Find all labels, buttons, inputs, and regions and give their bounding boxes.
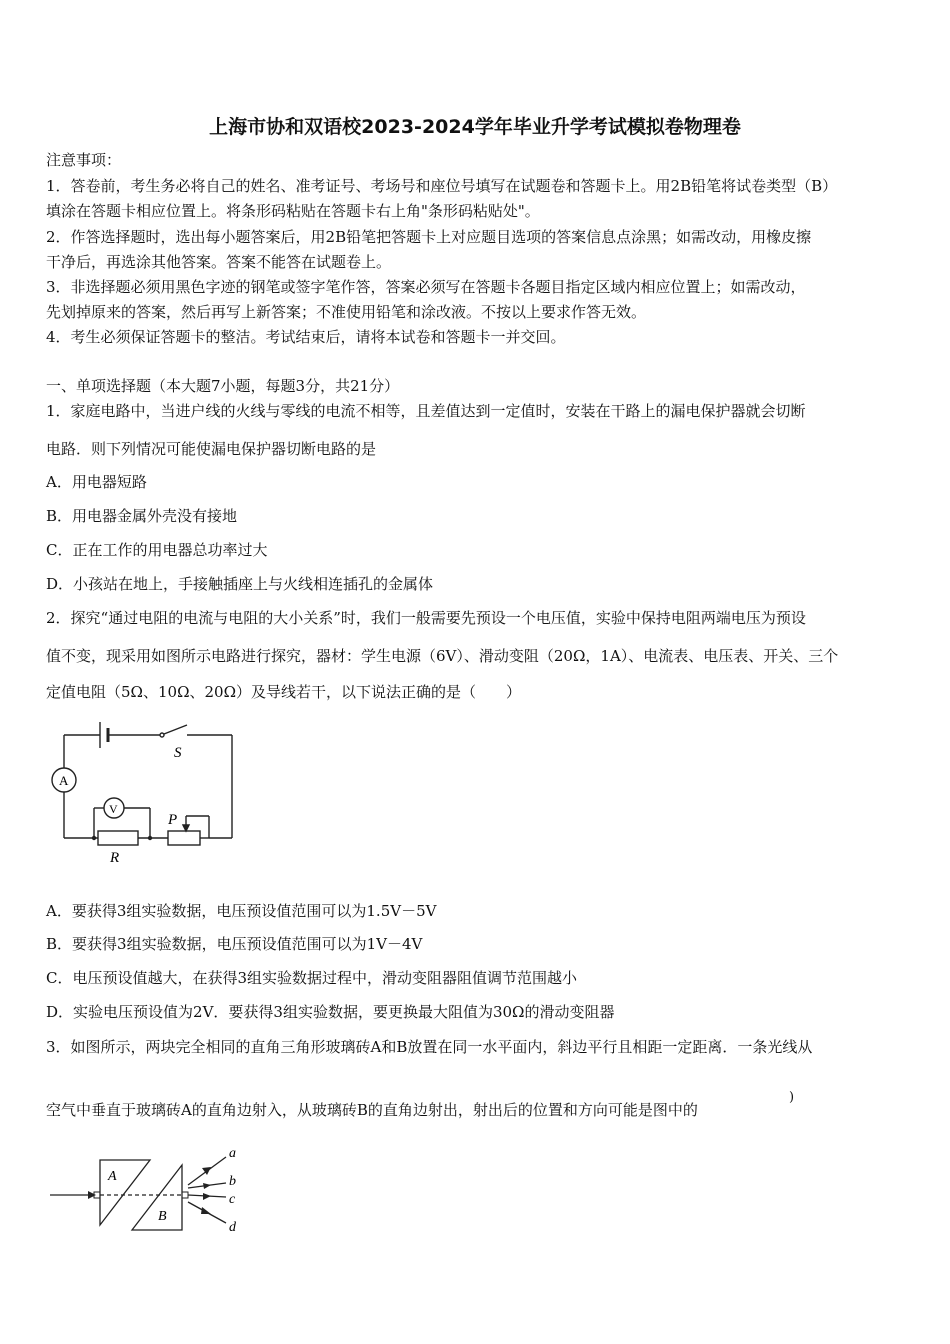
q1-option-c: C．正在工作的用电器总功率过大 — [46, 541, 268, 559]
block-a-label: A — [108, 1169, 117, 1184]
section-heading: 一、单项选择题（本大题7小题，每题3分，共21分） — [46, 377, 400, 395]
voltmeter-label: V — [109, 802, 118, 816]
notice-line: 先划掉原来的答案，然后再写上新答案；不准使用铅笔和涂改液。不按以上要求作答无效。 — [46, 303, 647, 321]
block-b-label: B — [158, 1209, 167, 1224]
fixed-resistor — [98, 831, 138, 845]
ray-a-label: a — [229, 1146, 236, 1161]
block-b — [132, 1165, 182, 1230]
ray-b-label: b — [229, 1174, 236, 1189]
notice-line: 4．考生必须保证答题卡的整洁。考试结束后，请将本试卷和答题卡一并交回。 — [46, 328, 566, 346]
notice-line: 2．作答选择题时，选出每小题答案后，用2B铅笔把答题卡上对应题目选项的答案信息点涂黑；如需改动，用橡皮擦 — [46, 228, 812, 246]
ammeter-label: A — [59, 773, 69, 788]
notice-line: 1．答卷前，考生务必将自己的姓名、准考证号、考场号和座位号填写在试题卷和答题卡上。用2B铅笔将试卷类型（B） — [46, 177, 838, 195]
notice-line: 3．非选择题必须用黑色字迹的钢笔或签字笔作答，答案必须写在答题卡各题目指定区域内相应位置上；如需改动， — [46, 278, 806, 296]
q1-option-a: A．用电器短路 — [46, 473, 147, 491]
notice-line: 干净后，再选涂其他答案。答案不能答在试题卷上。 — [46, 253, 392, 271]
q2-option-a: A．要获得3组实验数据，电压预设值范围可以为1.5V－5V — [46, 902, 437, 920]
notice-heading: 注意事项： — [46, 151, 122, 169]
q2-option-b: B．要获得3组实验数据，电压预设值范围可以为1V－4V — [46, 935, 423, 953]
q2-stem: 定值电阻（5Ω、10Ω、20Ω）及导线若干，以下说法正确的是（ ） — [46, 683, 522, 701]
resistor-label: R — [110, 850, 120, 866]
q3-stem-tail: ) — [789, 1090, 795, 1105]
switch-label: S — [174, 745, 182, 761]
q2-option-c: C．电压预设值越大，在获得3组实验数据过程中，滑动变阻器阻值调节范围越小 — [46, 969, 578, 987]
rheostat-body — [168, 831, 200, 845]
q1-stem: 1．家庭电路中，当进户线的火线与零线的电流不相等，且差值达到一定值时，安装在干路上的漏电保护器就会切断 — [46, 402, 806, 420]
q2-stem: 值不变，现采用如图所示电路进行探究，器材：学生电源（6V）、滑动变阻（20Ω，1A）、电流表、电压表、开关、三个 — [46, 647, 839, 665]
q1-option-d: D．小孩站在地上，手接触插座上与火线相连插孔的金属体 — [46, 575, 434, 593]
q3-stem: 空气中垂直于玻璃砖A的直角边射入，从玻璃砖B的直角边射出，射出后的位置和方向可能是图中的 — [46, 1101, 698, 1119]
circuit-diagram — [44, 720, 244, 870]
switch-blade — [164, 725, 187, 734]
notice-line: 填涂在答题卡相应位置上。将条形码粘贴在答题卡右上角"条形码粘贴处"。 — [46, 202, 540, 220]
q3-stem: 3．如图所示，两块完全相同的直角三角形玻璃砖A和B放置在同一水平面内，斜边平行且相距一定距离．一条光线从 — [46, 1038, 813, 1056]
q2-stem: 2．探究“通过电阻的电流与电阻的大小关系”时，我们一般需要先预设一个电压值，实验中保持电阻两端电压为预设 — [46, 609, 806, 627]
q2-option-d: D．实验电压预设值为2V．要获得3组实验数据，要更换最大阻值为30Ω的滑动变阻器 — [46, 1003, 615, 1021]
rheostat-label: P — [168, 812, 178, 828]
prism-diagram — [50, 1145, 250, 1240]
q1-option-b: B．用电器金属外壳没有接地 — [46, 507, 238, 525]
q1-stem: 电路．则下列情况可能使漏电保护器切断电路的是 — [46, 440, 377, 458]
ray-d-label: d — [229, 1220, 236, 1235]
switch-pivot — [160, 733, 164, 737]
page-title: 上海市协和双语校2023-2024学年毕业升学考试模拟卷物理卷 — [209, 116, 741, 138]
ray-c-label: c — [229, 1192, 236, 1207]
